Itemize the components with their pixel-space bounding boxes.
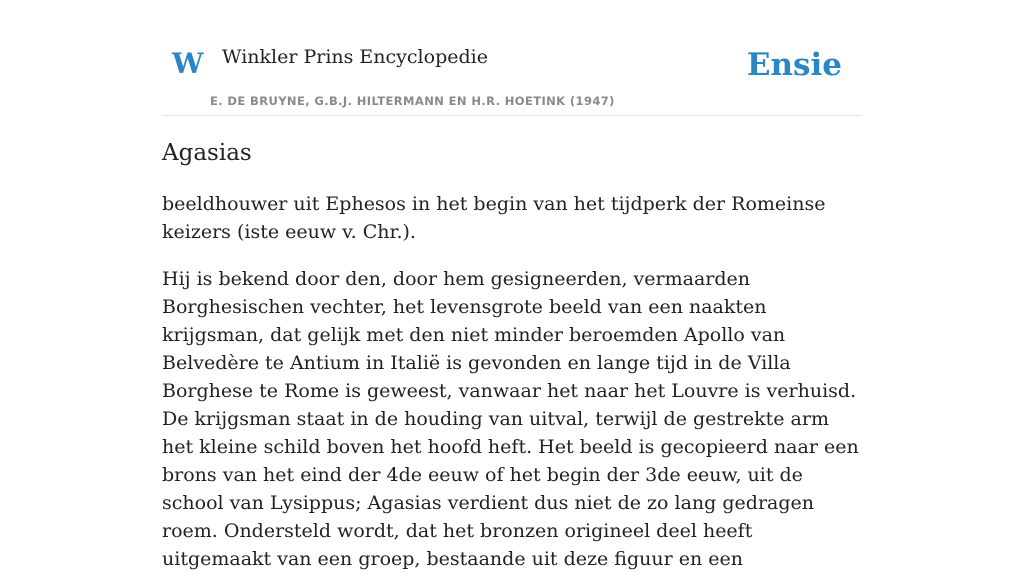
publication-header (162, 0, 862, 116)
ensie-logo-link[interactable]: Ensie (746, 47, 842, 83)
entry-paragraph-1: beeldhouwer uit Ephesos in het begin van het tijdperk der Romeinse keizers (iste eeuw v. Chr.). (162, 192, 826, 243)
publication-title[interactable]: Winkler Prins Encyclopedie (222, 46, 488, 68)
page (162, 0, 862, 573)
entry-paragraph-2: Hij is bekend door den, door hem gesigneerden, vermaarden Borghesischen vechter, het levensgrote beeld van een naakten krijgsman, dat gelijk met den niet minder beroemden Apollo van Belvedère te Antium in Italië is gevonden en lange tijd in de Villa Borghese te Rome is geweest, vanwaar het naar het Louvre is verhuisd. De krijgsman staat in de houding van uitval, terwijl de gestrekte arm het kleine schild boven het hoofd heft. Het beeld is gecopieerd naar een brons van het eind der 4de eeuw of het begin der 3de eeuw, uit de school van Lysippus; Agasias verdient dus niet de zo lang gedragen roem. Ondersteld wordt, dat het bronzen origineel deel heeft uitgemaakt van een groep, bestaande uit deze figuur en een (162, 267, 859, 570)
publication-authors: E. DE BRUYNE, G.B.J. HILTERMANN EN H.R. HOETINK (1947) (210, 94, 615, 108)
entry-title: Agasias (162, 140, 252, 166)
publication-logo-icon: W (172, 47, 204, 80)
entry-body (162, 190, 862, 573)
